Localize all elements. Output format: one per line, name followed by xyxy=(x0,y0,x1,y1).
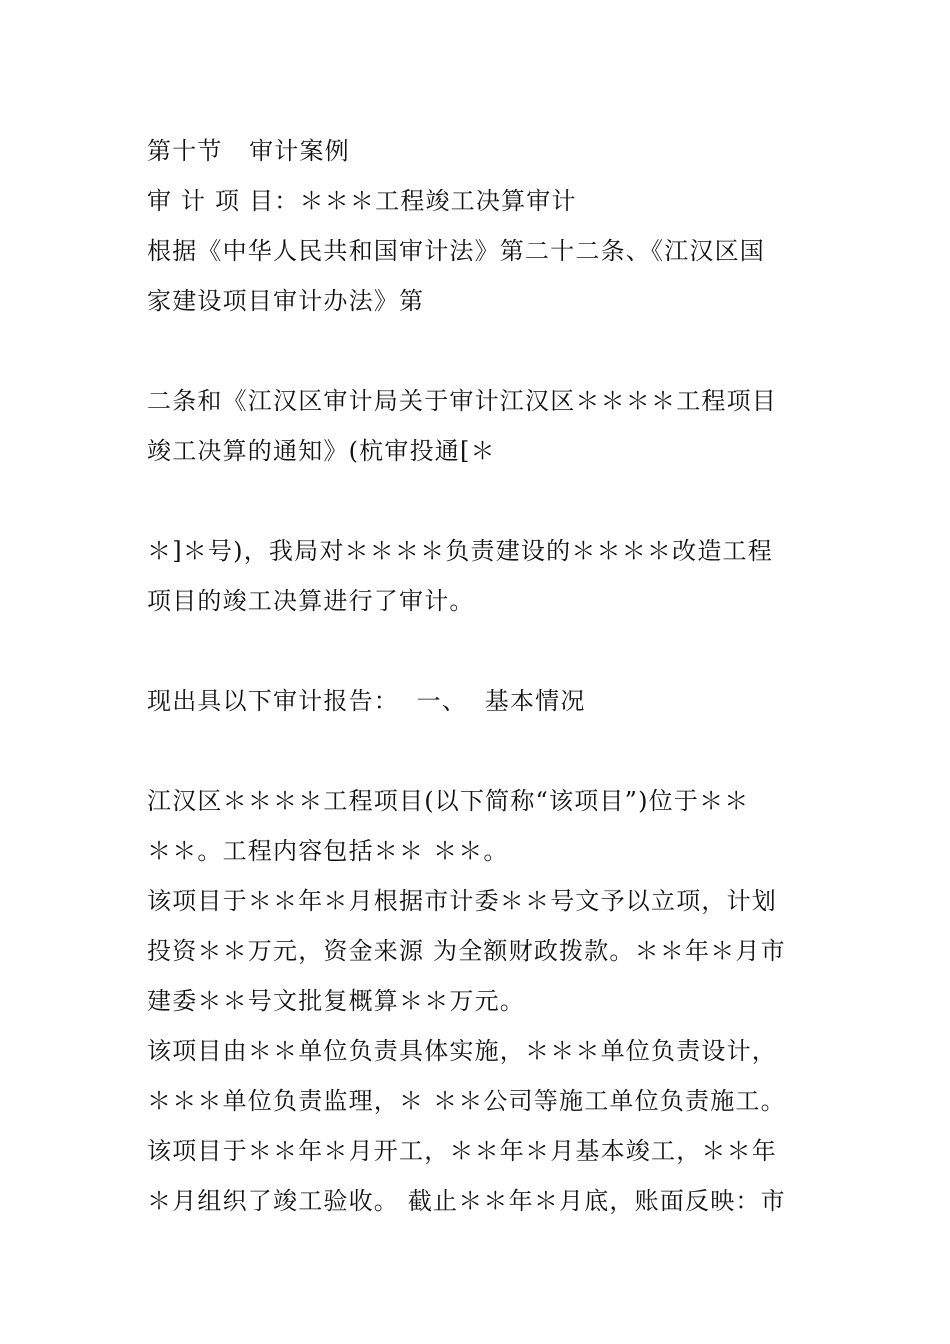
paragraph-line: 二条和《江汉区审计局关于审计江汉区＊＊＊＊工程项目 xyxy=(147,387,777,415)
paragraph-line: ＊＊＊单位负责监理，＊ ＊＊公司等施工单位负责施工。 xyxy=(147,1087,786,1115)
paragraph-line: 根据《中华人民共和国审计法》第二十二条、《江汉区国 xyxy=(147,237,765,265)
paragraph-line: 投资＊＊万元，资金来源 为全额财政拨款。＊＊年＊月市 xyxy=(147,937,786,965)
paragraph-line: 家建设项目审计办法》第 xyxy=(147,287,425,315)
section-heading: 第十节 审计案例 xyxy=(147,137,350,165)
paragraph-line: 江汉区＊＊＊＊工程项目(以下简称“该项目”)位于＊＊ xyxy=(147,787,750,815)
paragraph-line: 该项目于＊＊年＊月根据市计委＊＊号文予以立项，计划 xyxy=(147,887,777,915)
paragraph-line: ＊]＊号)，我局对＊＊＊＊负责建设的＊＊＊＊改造工程 xyxy=(147,537,773,565)
paragraph-line: 项目的竣工决算进行了审计。 xyxy=(147,587,475,615)
audit-project-line: 审 计 项 目：＊＊＊工程竣工决算审计 xyxy=(147,187,577,215)
paragraph-line: ＊月组织了竣工验收。 截止＊＊年＊月底，账面反映：市 xyxy=(147,1187,786,1215)
subheading-line: 现出具以下审计报告： 一、 基本情况 xyxy=(147,687,586,715)
paragraph-line: 竣工决算的通知》(杭审投通[＊ xyxy=(147,437,496,465)
paragraph-line: 该项目于＊＊年＊月开工，＊＊年＊月基本竣工，＊＊年 xyxy=(147,1137,777,1165)
paragraph-line: ＊＊。工程内容包括＊＊ ＊＊。 xyxy=(147,837,509,865)
paragraph-line: 建委＊＊号文批复概算＊＊万元。 xyxy=(147,987,525,1015)
paragraph-line: 该项目由＊＊单位负责具体实施，＊＊＊单位负责设计， xyxy=(147,1037,777,1065)
